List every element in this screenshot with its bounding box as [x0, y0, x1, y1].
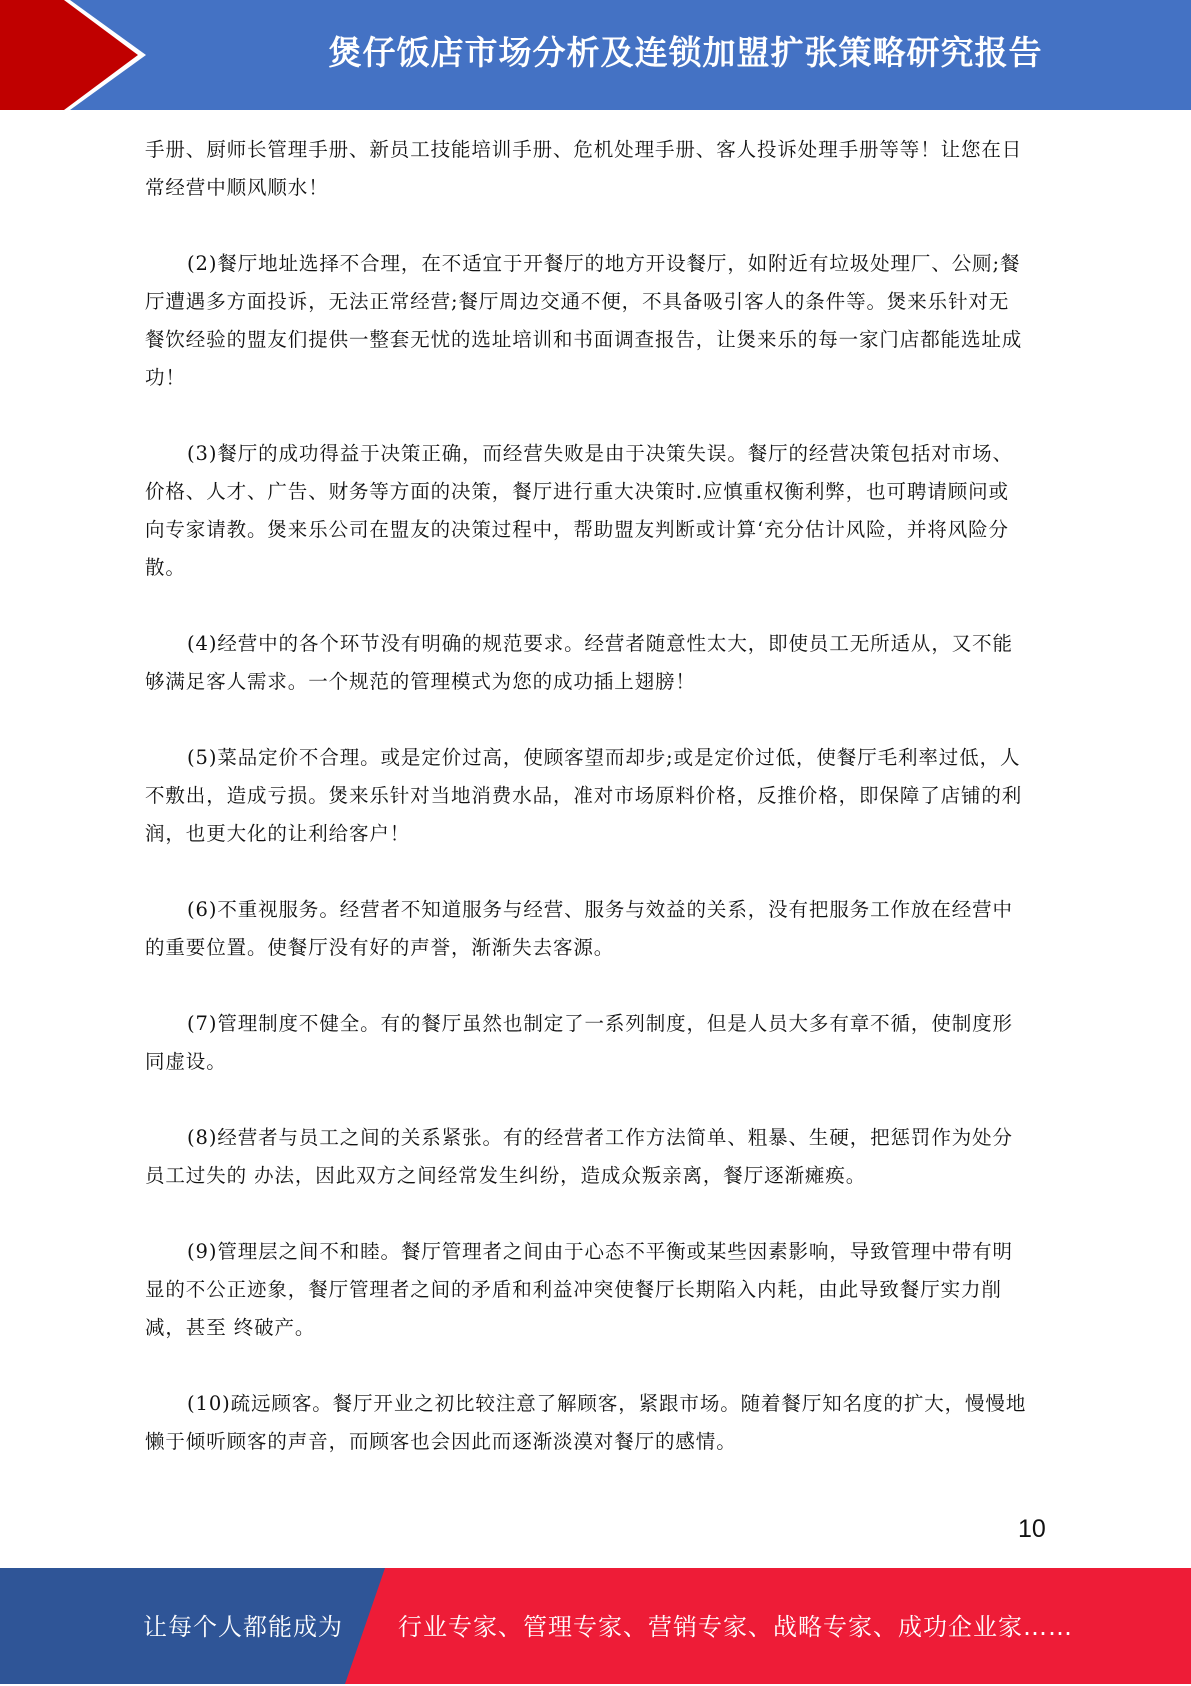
paragraph-line: 价格、人才、广告、财务等方面的决策，餐厅进行重大决策时.应慎重权衡利弊，也可聘请顾问或 — [145, 480, 1009, 503]
report-title: 煲仔饭店市场分析及连锁加盟扩张策略研究报告 — [328, 33, 1043, 72]
paragraph — [145, 1233, 1065, 1347]
paragraph — [145, 1119, 1065, 1195]
paragraph-line: 减，甚至 终破产。 — [145, 1316, 316, 1339]
paragraph — [145, 739, 1065, 853]
footer-slogan-right: 行业专家、管理专家、营销专家、战略专家、成功企业家…… — [398, 1613, 1073, 1641]
paragraph — [145, 435, 1065, 587]
paragraph — [145, 1385, 1065, 1461]
paragraph-line: 餐饮经验的盟友们提供一整套无忧的选址培训和书面调查报告，让煲来乐的每一家门店都能选址成 — [145, 328, 1023, 351]
page-footer — [0, 1568, 1191, 1684]
paragraph-line: (10)疏远顾客。餐厅开业之初比较注意了解顾客，紧跟市场。随着餐厅知名度的扩大，慢慢地 — [187, 1392, 1027, 1415]
paragraph-line: 同虚设。 — [145, 1050, 227, 1073]
paragraph — [145, 625, 1065, 701]
paragraph-line: 懒于倾听顾客的声音，而顾客也会因此而逐渐淡漠对餐厅的感情。 — [145, 1430, 737, 1453]
paragraph-line: (9)管理层之间不和睦。餐厅管理者之间由于心态不平衡或某些因素影响，导致管理中带有明 — [187, 1240, 1013, 1263]
paragraph-line: 散。 — [145, 556, 186, 579]
paragraph-line: 厅遭遇多方面投诉，无法正常经营;餐厅周边交通不便，不具备吸引客人的条件等。煲来乐针对无 — [145, 290, 1010, 313]
paragraph-line: 常经营中顺风顺水！ — [145, 176, 329, 199]
paragraph-line: (6)不重视服务。经营者不知道服务与经营、服务与效益的关系，没有把服务工作放在经营中 — [187, 898, 1013, 921]
paragraph-line: (2)餐厅地址选择不合理，在不适宜于开餐厅的地方开设餐厅，如附近有垃圾处理厂、公厕;餐 — [187, 252, 1021, 275]
paragraph-line: (7)管理制度不健全。有的餐厅虽然也制定了一系列制度，但是人员大多有章不循，使制度形 — [187, 1012, 1013, 1035]
paragraph-line: (5)菜品定价不合理。或是定价过高，使顾客望而却步;或是定价过低，使餐厅毛利率过低，人 — [187, 746, 1021, 769]
document-body — [145, 131, 1065, 1499]
paragraph — [145, 245, 1065, 397]
paragraph-line: 的重要位置。使餐厅没有好的声誉，渐渐失去客源。 — [145, 936, 615, 959]
paragraph-line: 员工过失的 办法，因此双方之间经常发生纠纷，造成众叛亲离，餐厅逐渐瘫痪。 — [145, 1164, 867, 1187]
page-header — [0, 0, 1191, 110]
page-number: 10 — [1018, 1515, 1046, 1543]
paragraph-line: 够满足客人需求。一个规范的管理模式为您的成功插上翅膀！ — [145, 670, 696, 693]
paragraph-line: (4)经营中的各个环节没有明确的规范要求。经营者随意性太大，即使员工无所适从，又不能 — [187, 632, 1013, 655]
paragraph-line: 手册、厨师长管理手册、新员工技能培训手册、危机处理手册、客人投诉处理手册等等！让您在日 — [145, 138, 1023, 161]
paragraph-line: 不敷出，造成亏损。煲来乐针对当地消费水品，准对市场原料价格，反推价格，即保障了店铺的利 — [145, 784, 1023, 807]
header-arrow-decoration — [0, 0, 200, 110]
paragraph — [145, 131, 1065, 207]
footer-slogan-left: 让每个人都能成为 — [143, 1613, 343, 1641]
paragraph-line: 润，也更大化的让利给客户！ — [145, 822, 411, 845]
paragraph-line: (3)餐厅的成功得益于决策正确，而经营失败是由于决策失误。餐厅的经营决策包括对市场、 — [187, 442, 1013, 465]
paragraph-line: 显的不公正迹象，餐厅管理者之间的矛盾和利益冲突使餐厅长期陷入内耗，由此导致餐厅实力削 — [145, 1278, 1002, 1301]
paragraph-line: 向专家请教。煲来乐公司在盟友的决策过程中，帮助盟友判断或计算‘充分估计风险，并将风险分 — [145, 518, 1009, 541]
paragraph-line: 功！ — [145, 366, 186, 389]
paragraph-line: (8)经营者与员工之间的关系紧张。有的经营者工作方法简单、粗暴、生硬，把惩罚作为处分 — [187, 1126, 1013, 1149]
paragraph — [145, 891, 1065, 967]
paragraph — [145, 1005, 1065, 1081]
